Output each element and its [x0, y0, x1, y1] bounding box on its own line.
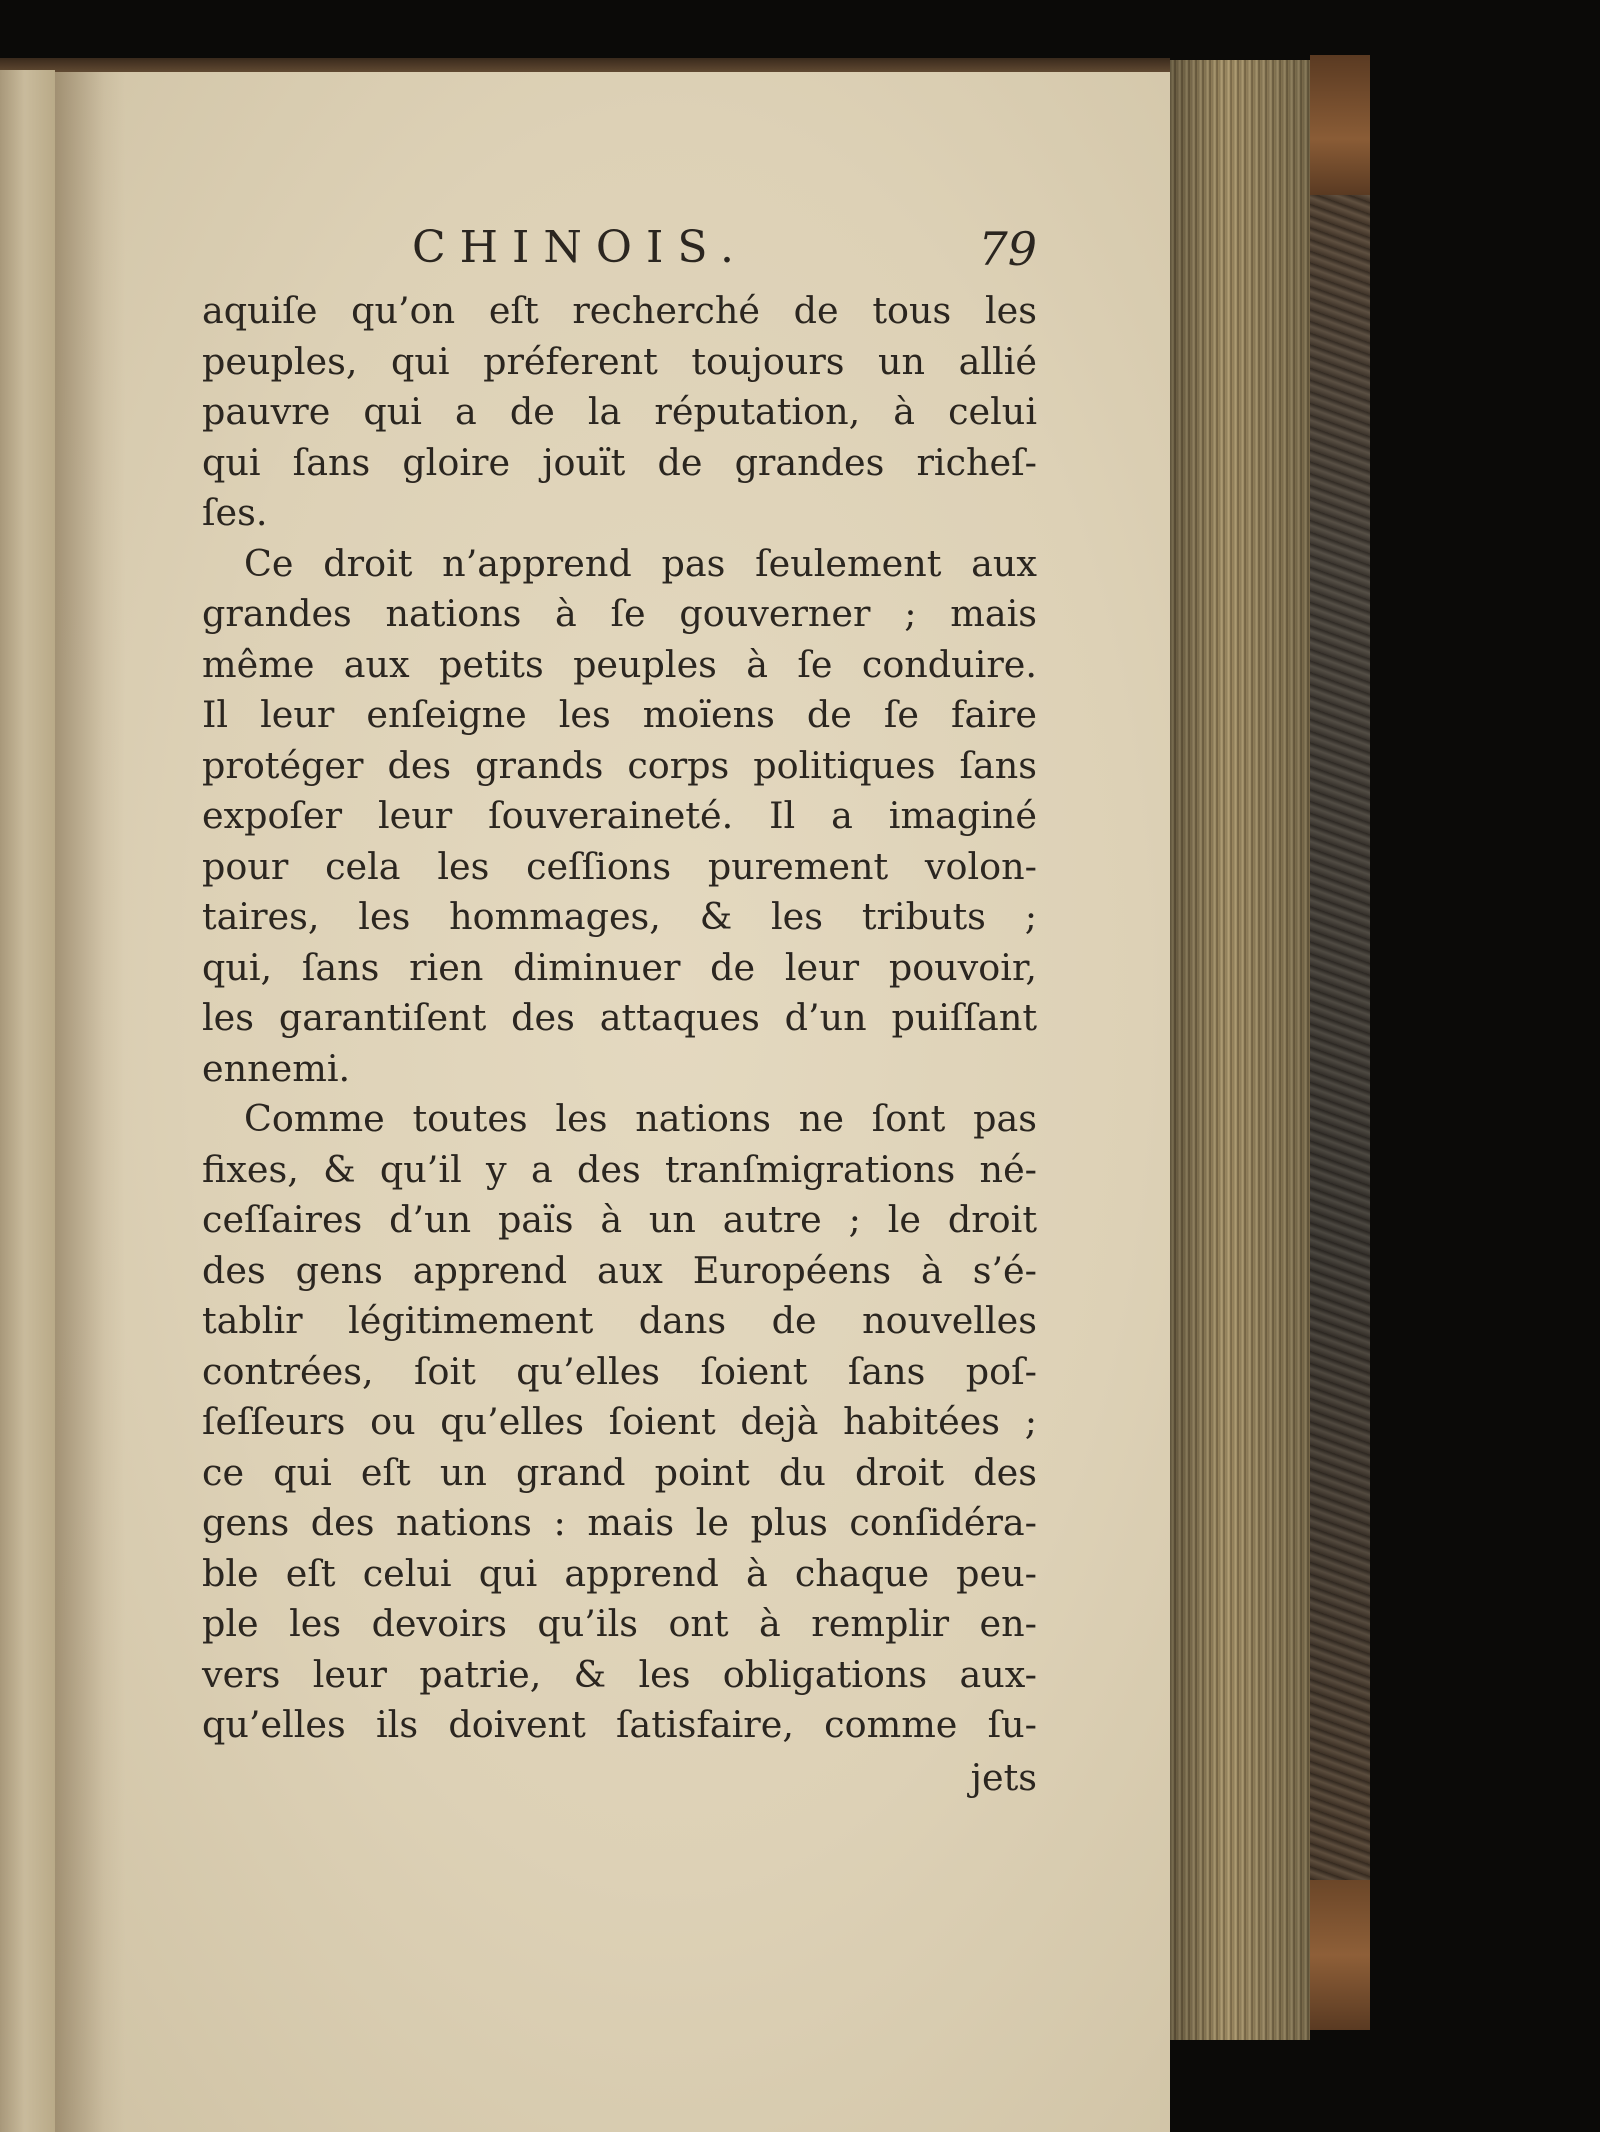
text-line: même aux petits peuples à ſe conduire.: [202, 642, 1037, 686]
text-line: grandes nations à ſe gouverner ; mais: [202, 592, 1037, 635]
text-line: qui, ſans rien diminuer de leur pouvoir,: [202, 945, 1037, 989]
text-line: qui ſans gloire jouït de grandes richeſ-: [202, 440, 1037, 484]
gutter-shadow: [55, 72, 125, 2132]
running-title: CHINOIS.: [412, 222, 748, 273]
leather-corner-top: [1310, 55, 1370, 195]
text-line: ble eſt celui qui apprend à chaque peu-: [202, 1551, 1037, 1595]
text-line: aquiſe qu’on eſt recherché de tous les: [202, 289, 1037, 332]
text-line: expoſer leur ſouveraineté. Il a imaginé: [202, 794, 1037, 837]
text-line: pauvre qui a de la réputation, à celui: [202, 390, 1037, 433]
text-line: Comme toutes les nations ne ſont pas: [244, 1097, 1037, 1140]
text-line: ennemi.: [202, 1046, 351, 1090]
text-line: ce qui eſt un grand point du droit des: [202, 1450, 1037, 1494]
text-line: Ce droit n’apprend pas ſeulement aux: [244, 541, 1037, 585]
paragraph-2: [202, 539, 1037, 1095]
text-line: fixes, & qu’il y a des tranſmigrations né-: [202, 1147, 1037, 1191]
text-line: pour cela les ceſſions purement volon-: [202, 844, 1037, 888]
catchword: jets: [970, 1755, 1037, 1799]
text-line: vers leur patrie, & les obligations aux-: [202, 1652, 1037, 1696]
running-head: [202, 222, 1037, 284]
text-line: Il leur enſeigne les moïens de ſe faire: [202, 693, 1037, 736]
text-line: des gens apprend aux Européens à s’é-: [202, 1248, 1037, 1292]
text-line: contrées, ſoit qu’elles ſoient ſans poſ-: [202, 1349, 1037, 1393]
page-number: 79: [978, 222, 1037, 276]
text-line: gens des nations : mais le plus conſidéra-: [202, 1501, 1037, 1544]
text-line: ceſſaires d’un païs à un autre ; le droit: [202, 1198, 1037, 1241]
text-block: [202, 222, 1037, 1803]
text-line: peuples, qui préferent toujours un allié: [202, 339, 1037, 383]
marbled-cover-board: [1310, 70, 1370, 2030]
page-block-shade: [1170, 60, 1310, 2040]
text-line: ſeſſeurs ou qu’elles ſoient dejà habitées ;: [202, 1400, 1037, 1443]
text-line: tablir légitimement dans de nouvelles: [202, 1299, 1037, 1342]
text-line: ple les devoirs qu’ils ont à remplir en-: [202, 1602, 1037, 1645]
leather-corner-bottom: [1310, 1880, 1370, 2030]
paragraph-1: [202, 286, 1037, 539]
text-line: taires, les hommages, & les tributs ;: [202, 895, 1037, 938]
text-line: les garantiſent des attaques d’un puiſſant: [202, 996, 1037, 1039]
text-line: qu’elles ils doivent ſatisfaire, comme ſu-: [202, 1703, 1037, 1746]
previous-page-edge: [0, 70, 55, 2132]
text-line: ſes.: [202, 491, 268, 534]
text-line: protéger des grands corps politiques ſans: [202, 743, 1037, 787]
paragraph-3: [202, 1094, 1037, 1751]
